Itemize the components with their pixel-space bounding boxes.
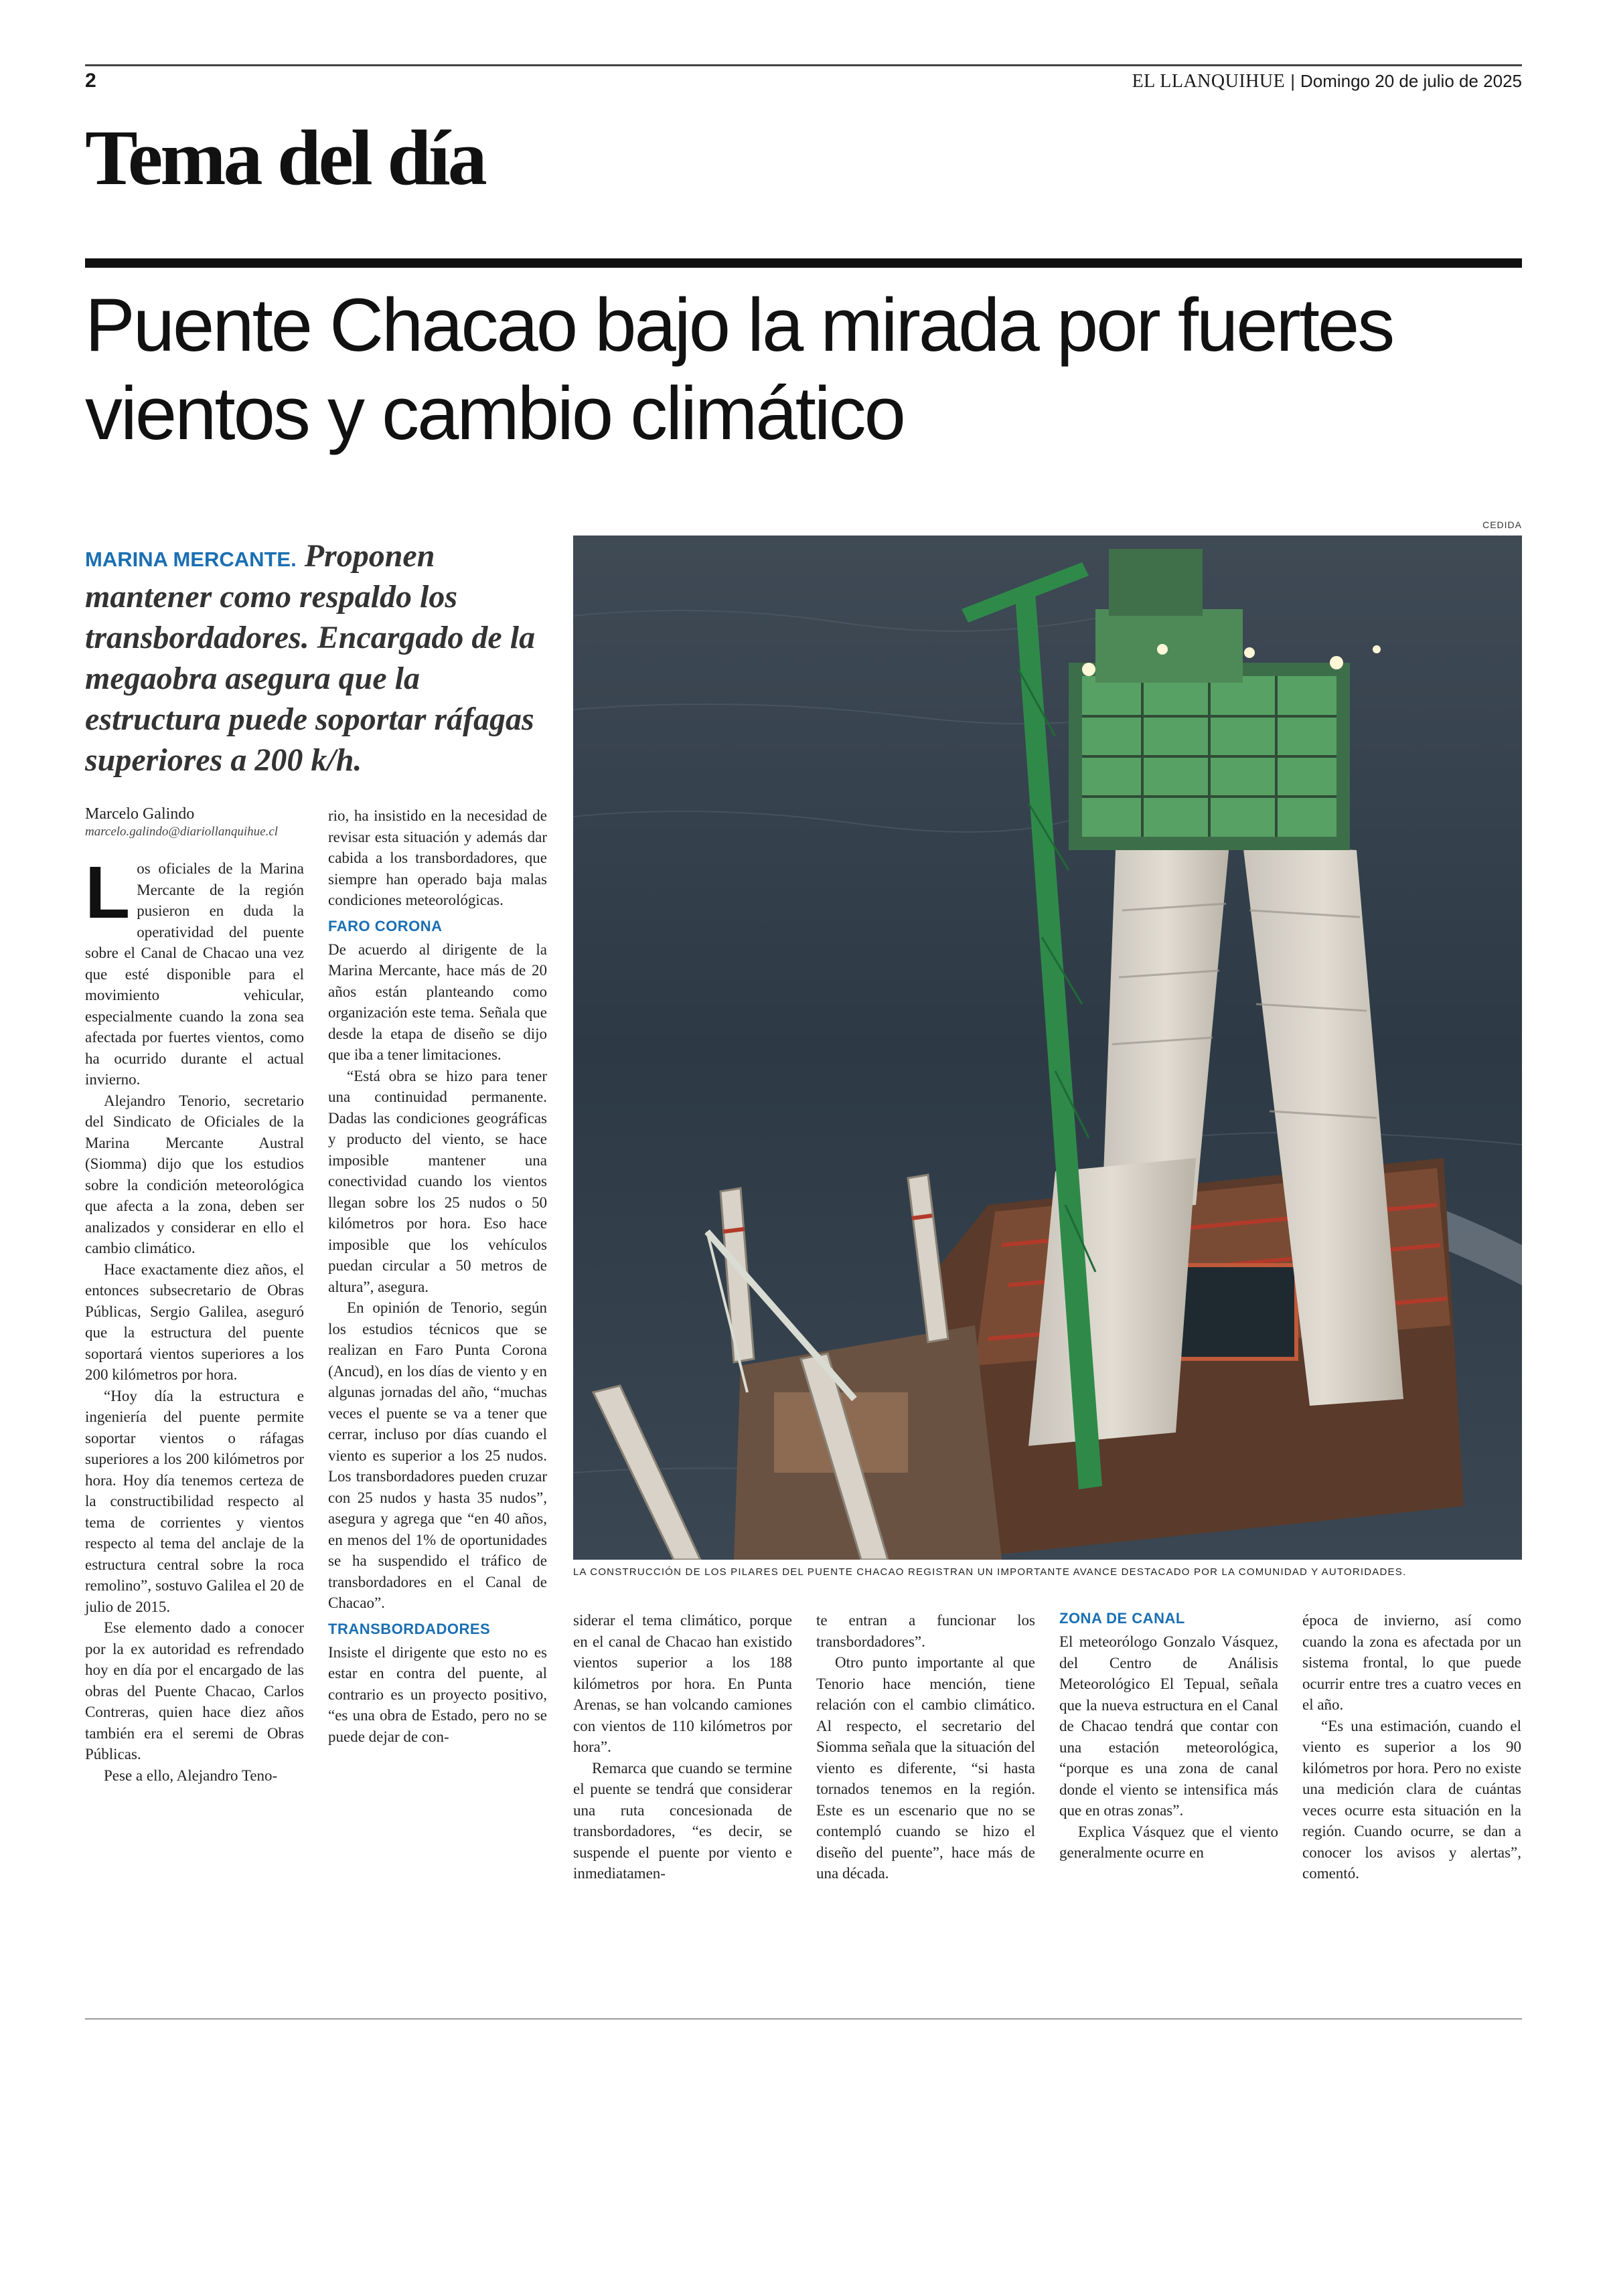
photo-credit: CEDIDA bbox=[1482, 519, 1522, 530]
author-email: marcelo.galindo@diariollanquihue.cl bbox=[85, 825, 279, 839]
article-headline: Puente Chacao bajo la mirada por fuertes vientos y cambio climático bbox=[85, 283, 1393, 455]
body-paragraph: siderar el tema climático, porque en el canal de Chacao han existido vientos superior a los 188 kilómetros por hora. En Punta Arenas, se han volcando camiones con vientos de 110 kilómetros por hora”. bbox=[573, 1612, 792, 1755]
publication-name: EL LLANQUIHUE bbox=[1132, 71, 1286, 92]
masthead-separator: | bbox=[1290, 71, 1295, 91]
photo-caption: LA CONSTRUCCIÓN DE LOS PILARES DEL PUENTE CHACAO REGISTRAN UN IMPORTANTE AVANCE DESTACADO POR LA COMUNIDAD Y AUTORIDADES. bbox=[573, 1566, 1407, 1578]
subhead-zona-de-canal: ZONA DE CANAL bbox=[1059, 1610, 1185, 1627]
kicker-text: Proponen mantener como respaldo los transbordadores. Encargado de la megaobra asegura que la estructura puede soportar ráfagas superiores a 200 k/h. bbox=[85, 538, 536, 778]
section-title: Tema del día bbox=[85, 114, 485, 201]
article-kicker bbox=[85, 536, 554, 781]
body-paragraph: Pese a ello, Alejandro Teno- bbox=[104, 1767, 278, 1784]
article-column-6 bbox=[1302, 1610, 1521, 1884]
body-paragraph: “Hoy día la estructura e ingeniería del puente permite soportar vientos o ráfagas superiores a los 200 kilómetros por hora. Hoy día tenemos certeza de la constructibilidad respecto al tema de corrientes y vientos respecto al tema del anclaje de la estructura central sobre la roca remolino”, sostuvo Galilea el 20 de julio de 2015. bbox=[85, 1387, 304, 1615]
drop-cap: L bbox=[85, 851, 131, 934]
article-column-5 bbox=[1059, 1610, 1278, 1864]
top-rule bbox=[85, 64, 1522, 66]
bridge-construction-photo bbox=[573, 536, 1522, 1560]
body-paragraph: Ese elemento dado a conocer por la ex autoridad es refrendado hoy en día por el encargado de las obras del Puente Chacao, Carlos Contreras, quien hace diez años también era el seremi de Obras Públicas. bbox=[85, 1619, 304, 1762]
kicker-tag: MARINA MERCANTE. bbox=[85, 548, 297, 571]
body-paragraph: Hace exactamente diez años, el entonces subsecretario de Obras Públicas, Sergio Galilea, aseguró que la estructura del puente soportará vientos superiores a los 200 kilómetros por hora. bbox=[85, 1260, 304, 1383]
article-column-3 bbox=[573, 1610, 792, 1884]
body-paragraph: Insiste el dirigente que esto no es estar en contra del puente, al contrario es un proyecto positivo, “es una obra de Estado, pero no se puede dejar de con- bbox=[328, 1643, 547, 1745]
body-paragraph: El meteorólogo Gonzalo Vásquez, del Centro de Análisis Meteorológico El Tepual, señala que la nueva estructura en el Canal de Chacao tendrá que contar con una estación meteorológica, “porque es una zona de canal donde el viento se intensifica más que en otras zonas”. bbox=[1059, 1633, 1278, 1819]
body-paragraph: Remarca que cuando se termine el puente se tendrá que considerar una ruta concesionada de transbordadores, “es decir, se suspende el puente por viento e inmediatamen- bbox=[573, 1759, 792, 1882]
issue-date: Domingo 20 de julio de 2025 bbox=[1300, 71, 1522, 91]
body-paragraph: época de invierno, así como cuando la zona es afectada por un sistema frontal, lo que puede ocurrir entre tres a cuatro veces en el año. bbox=[1302, 1612, 1521, 1713]
bottom-rule bbox=[85, 2018, 1522, 2020]
body-paragraph: En opinión de Tenorio, según los estudios técnicos que se realizan en Faro Punta Corona (Ancud), en los días de viento y en algunas jornadas del año, “muchas veces el puente se va a tener que cerrar, incluso por días cuando el viento es superior a los 25 nudos. Los transbordadores pueden cruzar con 25 nudos y hasta 35 nudos”, asegura y agrega que “en 40 años, en menos del 1% de oportunidades se ha suspendido el tráfico de transbordadores en el Canal de Chacao”. bbox=[328, 1299, 547, 1611]
photo-illustration bbox=[573, 536, 1522, 1560]
body-paragraph: Alejandro Tenorio, secretario del Sindicato de Oficiales de la Marina Mercante Austral (Siomma) dijo que los estudios sobre la condición meteorológica que afecta a la zona, deben ser analizados y considerar en ello el cambio climático. bbox=[85, 1092, 304, 1256]
subhead-faro-corona: FARO CORONA bbox=[328, 917, 443, 934]
masthead bbox=[1132, 71, 1522, 92]
article-column-2 bbox=[328, 805, 547, 1747]
body-paragraph: De acuerdo al dirigente de la Marina Mercante, hace más de 20 años están planteando como organización este tema. Señala que desde la etapa de diseño se dijo que iba a tener limitaciones. bbox=[328, 940, 547, 1063]
body-paragraph: Otro punto importante al que Tenorio hace mención, tiene relación con el cambio climático. Al respecto, el secretario del Siomma señala que la situación del viento es diferente, “si hasta tornados tenemos en la región. Este es un escenario que no se contempló cuando se hizo el diseño del puente”, hace más de una década. bbox=[816, 1654, 1035, 1882]
article-column-1 bbox=[85, 805, 304, 1786]
body-paragraph: “Está obra se hizo para tener una continuidad permanente. Dadas las condiciones geográficas y producto del viento, se hace imposible mantener una conectividad cuando los vientos llegan sobre los 25 nudos o 50 kilómetros por hora. Eso hace imposible que los vehículos puedan circular a 50 metros de altura”, asegura. bbox=[328, 1067, 547, 1295]
lead-paragraph bbox=[85, 851, 304, 1090]
body-paragraph: “Es una estimación, cuando el viento es superior a los 90 kilómetros por hora. Pero no existe una medición clara de cuántas veces ocurre esta situación en la región. Cuando ocurre, se dan a conocer los avisos y alertas”, comentó. bbox=[1302, 1717, 1521, 1882]
subhead-transbordadores: TRANSBORDADORES bbox=[328, 1620, 491, 1637]
author-name: Marcelo Galindo bbox=[85, 805, 195, 823]
body-paragraph: rio, ha insistido en la necesidad de revisar esta situación y además dar cabida a los transbordadores, que siempre han operado baja malas condiciones meteorológicas. bbox=[328, 807, 547, 908]
page-number: 2 bbox=[85, 70, 96, 92]
body-paragraph: te entran a funcionar los transbordadores”. bbox=[816, 1612, 1035, 1650]
article-column-4 bbox=[816, 1610, 1035, 1884]
lead-text: os oficiales de la Marina Mercante de la región pusieron en duda la operatividad del puente sobre el Canal de Chacao una vez que esté disponible para el movimiento vehicular, especialmente cuando la zona sea afectada por fuertes vientos, como ha ocurrido durante el actual invierno. bbox=[85, 860, 304, 1088]
body-paragraph: Explica Vásquez que el viento generalmente ocurre en bbox=[1059, 1823, 1278, 1861]
section-rule bbox=[85, 258, 1522, 268]
